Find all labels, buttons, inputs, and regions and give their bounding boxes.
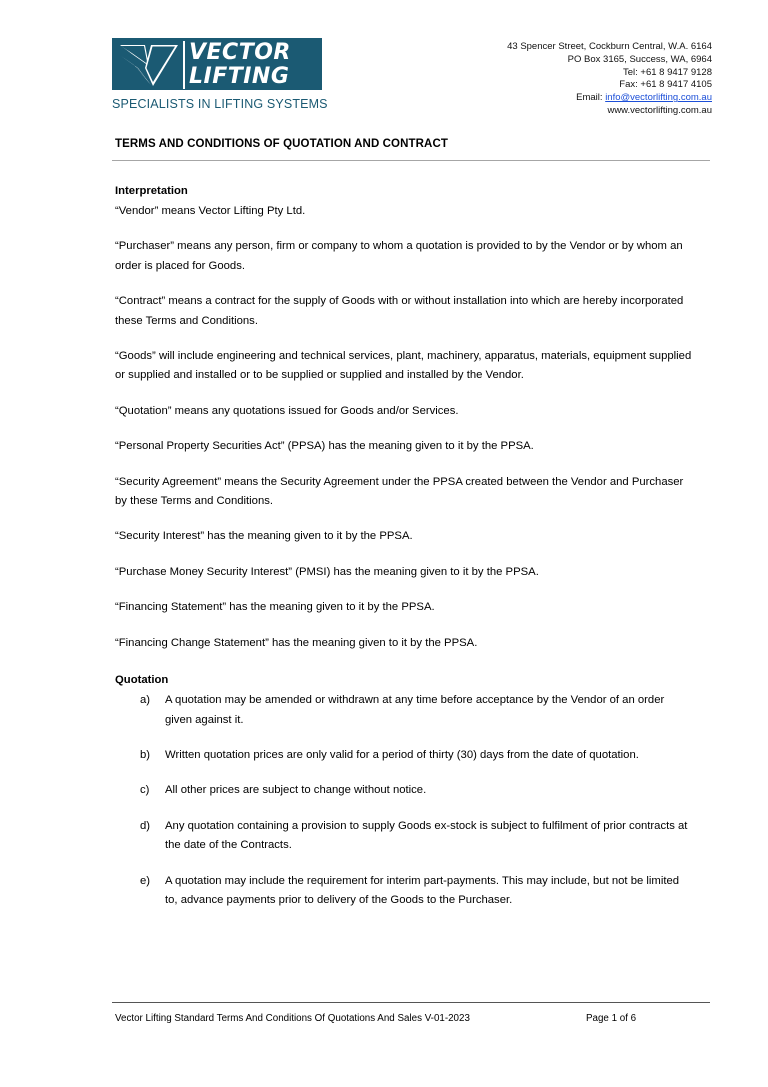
contact-address: 43 Spencer Street, Cockburn Central, W.A. 6164 — [507, 41, 712, 52]
definition-paragraph: “Goods” will include engineering and technical services, plant, machinery, apparatus, materials, equipment supplied or supplied and installed or to be supplied or supplied and installed by the Vendor. — [115, 350, 692, 382]
list-item-text: Any quotation containing a provision to supply Goods ex-stock is subject to fulfilment of prior contracts at the date of the Contracts. — [165, 819, 688, 852]
quotation-clause-list — [115, 691, 693, 910]
list-item-marker: e) — [140, 874, 151, 887]
list-item — [115, 817, 693, 856]
list-item-text: Written quotation prices are only valid for a period of thirty (30) days from the date of quotation. — [165, 748, 639, 761]
definition-paragraph: “Security Interest” has the meaning given to it by the PPSA. — [115, 530, 413, 543]
page-title: TERMS AND CONDITIONS OF QUOTATION AND CONTRACT — [115, 138, 448, 150]
definition-paragraph: “Purchaser” means any person, firm or company to whom a quotation is provided to by the Vendor or by whom an order is placed for Goods. — [115, 240, 683, 272]
contact-email-label: Email: — [576, 92, 603, 104]
contact-fax: Fax: +61 8 9417 4105 — [619, 79, 712, 91]
logo-wordmark — [189, 41, 321, 89]
contact-telephone: Tel: +61 8 9417 9128 — [622, 66, 712, 78]
logo-word-lifting: LIFTING — [189, 64, 290, 89]
contact-po-box: PO Box 3165, Success, WA, 6964 — [567, 53, 712, 65]
section-heading-interpretation: Interpretation — [115, 185, 188, 197]
list-item — [115, 691, 693, 730]
page-header — [112, 38, 712, 128]
list-item-marker: d) — [140, 819, 151, 832]
contact-email-link[interactable]: info@vectorlifting.com.au — [605, 92, 712, 104]
document-body — [115, 182, 693, 910]
section-heading-quotation: Quotation — [115, 674, 169, 687]
logo-word-vector: VECTOR — [189, 40, 291, 65]
footer-document-reference: Vector Lifting Standard Terms And Conditions Of Quotations And Sales V-01-2023 — [115, 1013, 470, 1024]
definition-paragraph: “Vendor” means Vector Lifting Pty Ltd. — [115, 205, 306, 217]
list-item — [115, 872, 693, 911]
company-tagline: SPECIALISTS IN LIFTING SYSTEMS — [112, 97, 328, 111]
list-item-marker: a) — [140, 694, 151, 707]
list-item-text: A quotation may include the requirement for interim part-payments. This may include, but not be limited to, advance payments prior to delivery of the Goods to the Purchaser. — [165, 874, 680, 906]
logo-box — [112, 38, 322, 90]
list-item-marker: c) — [140, 784, 150, 797]
definition-paragraph: “Quotation” means any quotations issued for Goods and/or Services. — [115, 404, 459, 417]
definition-paragraph: “Security Agreement” means the Security Agreement under the PPSA created between the Vendor and Purchaser by these Terms and Conditions. — [115, 475, 684, 508]
list-item-marker: b) — [140, 748, 151, 761]
title-divider — [112, 160, 710, 161]
company-logo — [112, 38, 328, 111]
definition-paragraph: “Financing Change Statement” has the meaning given to it by the PPSA. — [115, 636, 478, 649]
contact-email-row — [392, 92, 712, 105]
definition-paragraph: “Personal Property Securities Act” (PPSA) has the meaning given to it by the PPSA. — [115, 440, 534, 453]
list-item — [115, 781, 693, 800]
definition-paragraph: “Purchase Money Security Interest” (PMSI) has the meaning given to it by the PPSA. — [115, 565, 539, 578]
vector-v-logo-icon — [118, 42, 180, 88]
footer-divider — [112, 1002, 710, 1003]
list-item-text: A quotation may be amended or withdrawn at any time before acceptance by the Vendor of an order given against it. — [165, 694, 665, 726]
contact-website: www.vectorlifting.com.au — [607, 104, 712, 116]
definition-paragraph: “Contract” means a contract for the supply of Goods with or without installation into which are hereby incorporated these Terms and Conditions. — [115, 295, 684, 327]
definition-paragraph: “Financing Statement” has the meaning given to it by the PPSA. — [115, 601, 435, 614]
list-item — [115, 746, 693, 765]
logo-divider — [183, 41, 185, 89]
footer-page-number: Page 1 of 6 — [586, 1013, 637, 1024]
list-item-text: All other prices are subject to change without notice. — [165, 784, 427, 797]
section-spacer — [115, 653, 693, 671]
contact-details — [392, 41, 712, 118]
